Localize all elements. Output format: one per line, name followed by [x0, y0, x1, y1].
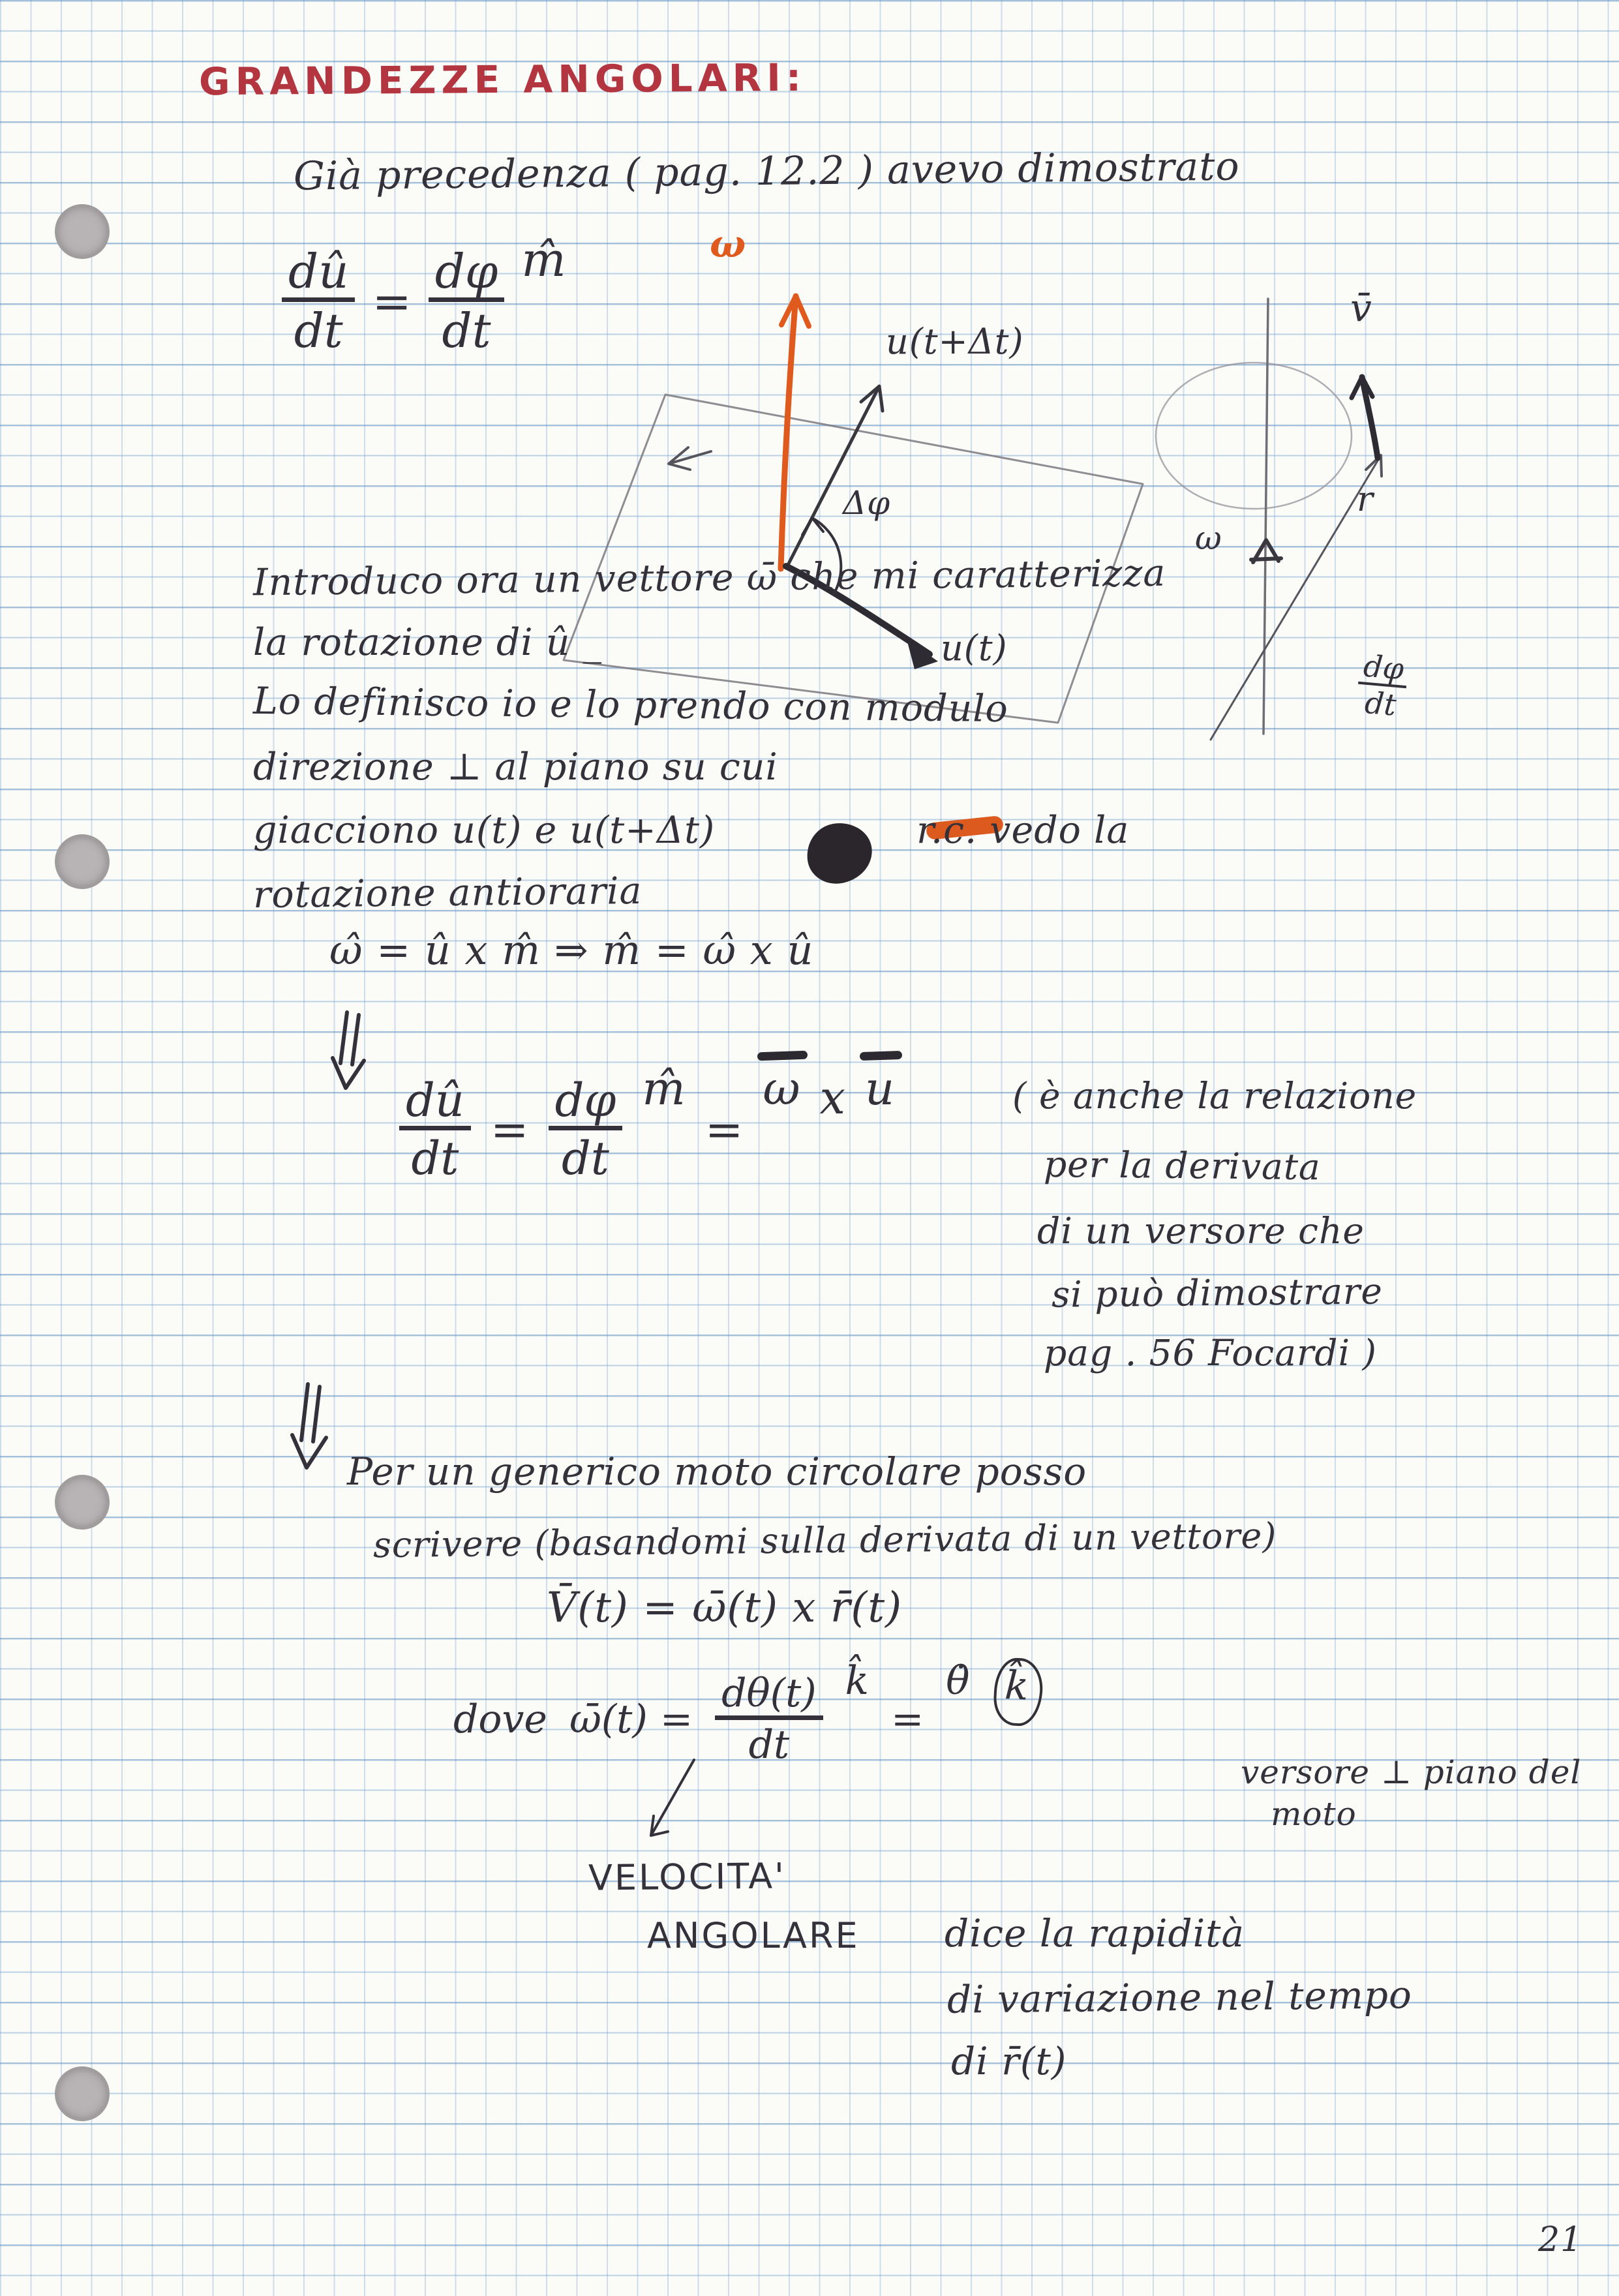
fraction-dphi-dt-2: $\frac{d\varphi}{dt}$	[549, 1078, 623, 1181]
r-label: r	[1357, 480, 1374, 519]
hole-punch	[55, 204, 110, 259]
hole-punch	[55, 2066, 110, 2121]
velocity-equation: V̄(t) = ω̄(t) x r̄(t)	[547, 1584, 903, 1632]
page-title: GRANDEZZE ANGOLARI:	[198, 55, 807, 104]
angolare-label: ANGOLARE	[647, 1915, 860, 1956]
circular-motion-sketch	[1142, 280, 1481, 757]
description-line-1: dice la rapidità	[945, 1911, 1245, 1956]
omega-t-lhs: ω̄(t) =	[569, 1696, 693, 1742]
omega-label: ω	[710, 222, 747, 266]
margin-note-line-2: per la derivata	[1043, 1143, 1322, 1188]
equals-sign: =	[890, 1696, 924, 1742]
equals-sign: =	[490, 1102, 529, 1156]
section2-line-1: Per un generico moto circolare posso	[347, 1449, 1087, 1494]
fraction-du-dt-2: $\frac{dû}{dt}$	[399, 1078, 471, 1181]
section2-line-2: scrivere (basandomi sulla derivata di un vettore)	[372, 1515, 1277, 1566]
fraction-dphi-dt: $\frac{d\varphi}{dt}$	[429, 248, 505, 354]
equals-sign: =	[372, 273, 412, 329]
fraction-du-dt: $\frac{dû}{dt}$	[282, 248, 355, 354]
annotation-line-1: versore ⊥ piano del	[1241, 1753, 1582, 1791]
intro-line: Già precedenza ( pag. 12.2 ) avevo dimostrato	[293, 144, 1240, 200]
description-line-2: di variazione nel tempo	[946, 1972, 1413, 2022]
derivative-versor-equation	[399, 1062, 895, 1185]
implies-down-arrow-1	[321, 1011, 383, 1096]
u-t-arrowhead	[907, 639, 938, 669]
ink-scribble	[803, 819, 876, 887]
times-sign: x	[819, 1071, 846, 1125]
fraction-dphi-dt-small: $\frac{d\varphi}{dt}$	[1355, 650, 1409, 721]
m-hat-versor: m̂	[642, 1062, 686, 1115]
hole-punch	[55, 834, 110, 889]
delta-phi-label: Δφ	[843, 484, 891, 522]
omega-bar: ω	[763, 1062, 800, 1115]
modulo-fraction	[1355, 650, 1409, 721]
para-line-5b: r.c. vedo la	[916, 809, 1130, 852]
fraction-dtheta-dt: $\frac{d\theta(t)}{dt}$	[715, 1674, 823, 1764]
radius-vector	[1211, 455, 1381, 740]
para-line-1: Introduco ora un vettore ω̄ che mi caratterizza	[252, 551, 1166, 605]
m-hat-versor: m̂	[521, 232, 566, 287]
orbit-ellipse	[1156, 363, 1352, 509]
page-number: 21	[1538, 2220, 1583, 2259]
u-bar: u	[865, 1062, 895, 1115]
para-line-4: direzione ⊥ al piano su cui	[253, 746, 778, 789]
annotation-line-2: moto	[1271, 1795, 1357, 1833]
u-t-label: u(t)	[941, 627, 1008, 669]
omega-axis-label: ω	[1195, 519, 1222, 557]
hole-punch	[55, 1475, 110, 1530]
pointer-arrow	[634, 1756, 706, 1854]
omega-definition-equation	[453, 1658, 1043, 1768]
margin-note-line-4: si può dimostrare	[1051, 1270, 1384, 1316]
small-plane-arrow	[669, 447, 711, 470]
dove-word: dove	[453, 1696, 547, 1742]
margin-note-line-5: pag . 56 Focardi )	[1044, 1332, 1378, 1374]
para-line-6: rotazione antioraria	[252, 869, 643, 917]
v-label: v̄	[1350, 286, 1372, 330]
u-t-dt-label: u(t+Δt)	[886, 321, 1024, 362]
velocita-label: VELOCITA'	[588, 1855, 787, 1899]
omega-arrow-orange	[781, 296, 796, 569]
description-line-3: di r̄(t)	[951, 2039, 1067, 2083]
formula-du-dt	[282, 232, 566, 358]
margin-note-line-3: di un versore che	[1037, 1210, 1365, 1252]
para-line-3: Lo definisco io e lo prendo con modulo	[252, 679, 1009, 731]
theta-dot: θ̇	[946, 1658, 970, 1704]
k-hat-versor: k̂	[845, 1658, 869, 1704]
para-line-2: la rotazione di û _	[253, 621, 603, 664]
para-line-5a: giacciono u(t) e u(t+Δt)	[253, 809, 716, 852]
equals-sign: =	[704, 1102, 744, 1156]
cross-product-equation: ω̂ = û x m̂ ⇒ m̂ = ω̂ x û	[329, 926, 814, 974]
margin-note-line-1: ( è anche la relazione	[1012, 1075, 1417, 1117]
implies-down-arrow-2	[279, 1382, 344, 1476]
k-hat-circled: k̂	[993, 1657, 1045, 1727]
